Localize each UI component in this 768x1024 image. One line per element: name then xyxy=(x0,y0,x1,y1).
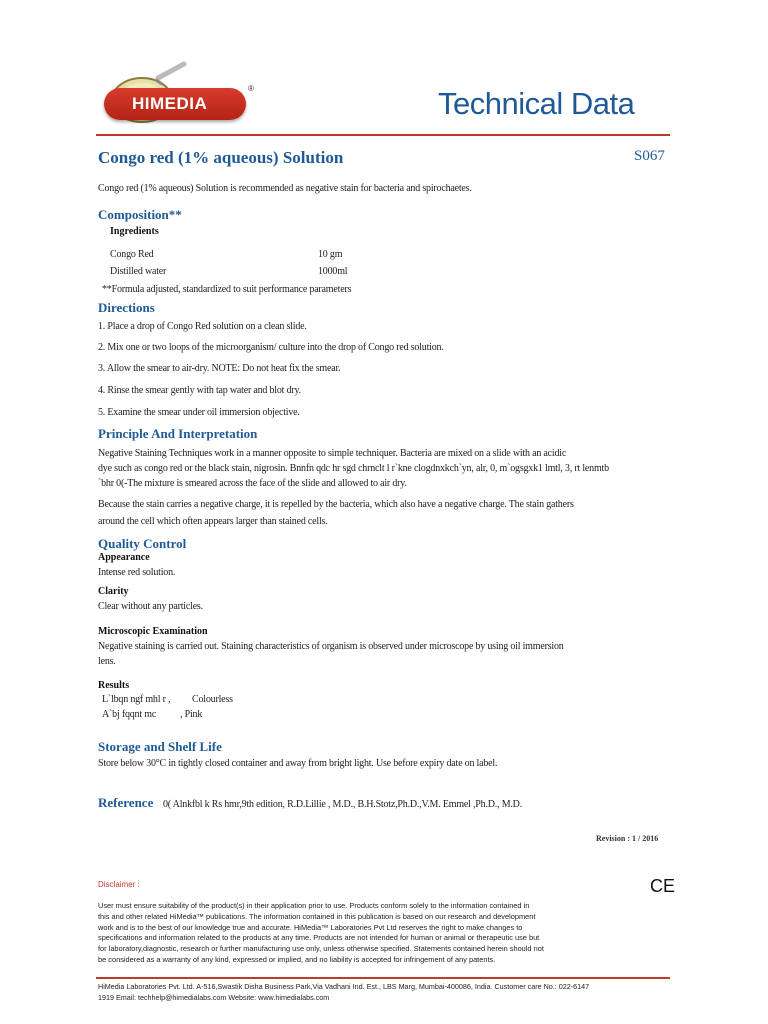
ce-mark-icon: CE xyxy=(650,876,676,896)
page-title: Technical Data xyxy=(438,86,635,121)
storage-heading: Storage and Shelf Life xyxy=(98,739,222,754)
registered-mark: ® xyxy=(248,84,254,93)
storage-text: Store below 30°C in tightly closed container and away from bright light. Use before expiry date on label. xyxy=(98,758,498,769)
principle-line: around the cell which often appears larger than stained cells. xyxy=(98,516,328,527)
footer-divider xyxy=(96,977,670,979)
disclaimer-line: User must ensure suitability of the product(s) in their application prior to use. Products conform solely to the information contained in xyxy=(98,901,530,910)
reference-heading: Reference xyxy=(98,795,154,810)
direction-step: 2. Mix one or two loops of the microorganism/ culture into the drop of Congo red solution. xyxy=(98,342,444,353)
footer-line: HiMedia Laboratories Pvt. Ltd. A-516,Swastik Disha Business Park,Via Vadhani Ind. Est., LBS Marg, Mumbai-400086, India. Customer care No.: 022-6147 xyxy=(98,982,590,991)
principle-line: dye such as congo red or the black stain, nigrosin. Bnnfn qdc hr sgd chrnclt l r`kne clogdnxkch`yn, alr, 0, m`ogsgxk1 lmtl, 3, rt lenmtb xyxy=(98,463,609,474)
result-color: , Pink xyxy=(180,709,203,720)
ingredient-name: Distilled water xyxy=(110,266,167,277)
principle-line: Negative Staining Techniques work in a manner opposite to simple techniquer. Bacteria are mixed on a slide with an acidic xyxy=(98,448,567,459)
result-organism: L`lbqn ngf mhl r , xyxy=(102,694,171,705)
microscopic-line: Negative staining is carried out. Staining characteristics of organism is observed under microscope by using oil immersion xyxy=(98,641,564,652)
appearance-label: Appearance xyxy=(98,552,150,563)
disclaimer-line: for laboratory,diagnostic, research or further manufacturing use only, unless otherwise specified. Statements contained herein should not xyxy=(98,944,544,954)
ingredient-amount: 10 gm xyxy=(318,249,343,260)
disclaimer-heading: Disclaimer : xyxy=(98,880,140,889)
direction-step: 5. Examine the smear under oil immersion objective. xyxy=(98,407,300,418)
revision: Revision : 1 / 2016 xyxy=(596,834,659,843)
results-label: Results xyxy=(98,680,130,691)
disclaimer-line: work and is to the best of our knowledge true and accurate. HiMedia™ Laboratories Pvt Ltd reserves the right to make changes to xyxy=(98,922,523,932)
ingredient-amount: 1000ml xyxy=(318,266,348,277)
reference-text: 0( Alnkfbl k Rs hmr,9th edition, R.D.Lillie , M.D., B.H.Stotz,Ph.D.,V.M. Emmel ,Ph.D., M.D. xyxy=(163,799,523,810)
product-intro: Congo red (1% aqueous) Solution is recommended as negative stain for bacteria and spirochaetes. xyxy=(98,183,472,194)
brand-name: HIMEDIA xyxy=(132,94,208,113)
formula-note: **Formula adjusted, standardized to suit performance parameters xyxy=(102,284,352,295)
clarity-label: Clarity xyxy=(98,586,129,597)
composition-heading: Composition** xyxy=(98,207,182,222)
microscopic-label: Microscopic Examination xyxy=(98,626,208,637)
disclaimer-line: this and other related HiMedia™ publications. The information contained in this publication is based on our research and development xyxy=(98,911,536,921)
direction-step: 4. Rinse the smear gently with tap water and blot dry. xyxy=(98,385,301,396)
result-color: Colourless xyxy=(192,694,233,705)
clarity-value: Clear without any particles. xyxy=(98,601,203,612)
principle-line: Because the stain carries a negative charge, it is repelled by the bacteria, which also have a negative charge. The stain gathers xyxy=(98,499,574,510)
disclaimer-line: specifications and information related to the products at any time. Products are not intended for human or animal or therapeutic use but xyxy=(98,933,540,943)
principle-heading: Principle And Interpretation xyxy=(98,426,258,441)
ingredient-name: Congo Red xyxy=(110,249,154,260)
disclaimer-text xyxy=(98,901,670,966)
appearance-value: Intense red solution. xyxy=(98,567,176,578)
quality-heading: Quality Control xyxy=(98,536,187,551)
principle-line: `bhr 0(-The mixture is smeared across the face of the slide and allowed to air dry. xyxy=(98,478,407,489)
direction-step: 1. Place a drop of Congo Red solution on a clean slide. xyxy=(98,321,307,332)
footer-address xyxy=(98,982,589,1003)
microscopic-line: lens. xyxy=(98,656,116,667)
product-name: Congo red (1% aqueous) Solution xyxy=(98,148,344,167)
footer-line: 1919 Email: techhelp@himedialabs.com Website: www.himedialabs.com xyxy=(98,992,330,1002)
ingredients-label: Ingredients xyxy=(110,226,159,237)
direction-step: 3. Allow the smear to air-dry. NOTE: Do not heat fix the smear. xyxy=(98,363,341,374)
disclaimer-line: be considered as a warranty of any kind, expressed or implied, and no liability is accepted for infringement of any patents. xyxy=(98,954,496,964)
result-organism: A`bj fqqnt mc xyxy=(102,709,157,720)
directions-heading: Directions xyxy=(98,300,155,315)
header-divider xyxy=(96,134,670,136)
product-code: S067 xyxy=(634,148,665,164)
